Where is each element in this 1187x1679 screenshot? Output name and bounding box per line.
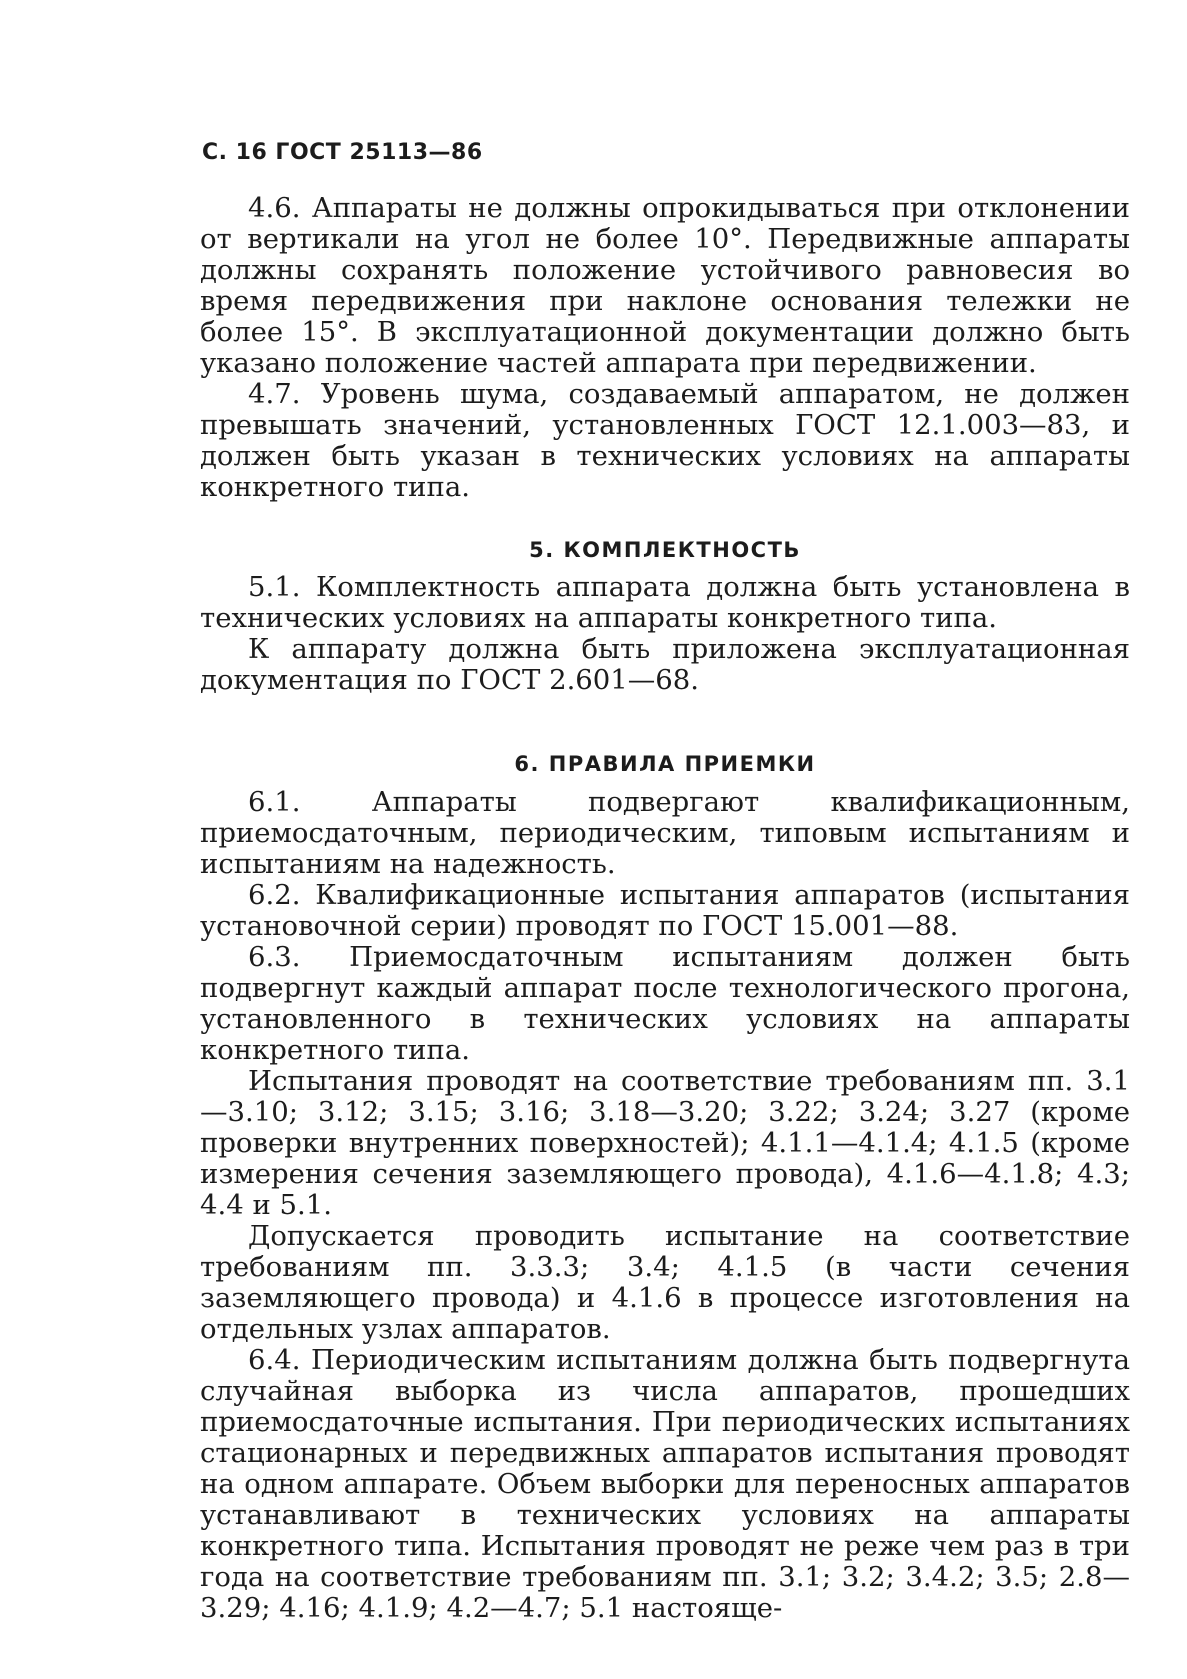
paragraph-6-4: 6.4. Периодическим испытаниям должна быть подвергнута случайная выборка из числа аппаратов, прошедших приемосдаточные испытания. При периодических испытаниях стационарных и передвижных аппаратов испытания проводят на одном аппарате. Объем выборки для переносных аппаратов устанавливают в технических условиях на аппараты конкретного типа. Испытания проводят не реже чем раз в три года на соответствие требованиям пп. 3.1; 3.2; 3.4.2; 3.5; 2.8—3.29; 4.16; 4.1.9; 4.2—4.7; 5.1 настояще- bbox=[200, 1344, 1130, 1624]
section-4-body bbox=[200, 193, 1130, 503]
paragraph-4-6: 4.6. Аппараты не должны опрокидываться при отклонении от вертикали на угол не более 10°. Передвижные аппараты должны сохранять положение устойчивого равновесия во время передвижения при наклоне основания тележки не более 15°. В эксплуатационной документации должно быть указано положение частей аппарата при передвижении. bbox=[200, 192, 1130, 379]
paragraph-6-3: 6.3. Приемосдаточным испытаниям должен быть подвергнут каждый аппарат после технологического прогона, установленного в технических условиях на аппараты конкретного типа. bbox=[200, 941, 1130, 1066]
paragraph-4-7: 4.7. Уровень шума, создаваемый аппаратом, не должен превышать значений, установленных ГОСТ 12.1.003—83, и должен быть указан в технических условиях на аппараты конкретного типа. bbox=[200, 378, 1130, 503]
paragraph-5-1: 5.1. Комплектность аппарата должна быть установлена в технических условиях на аппараты конкретного типа. bbox=[200, 571, 1130, 634]
section-6-title: 6. ПРАВИЛА ПРИЕМКИ bbox=[514, 752, 816, 776]
section-5-body bbox=[200, 572, 1130, 696]
section-6-body bbox=[200, 787, 1130, 1624]
paragraph-6-2: 6.2. Квалификационные испытания аппаратов (испытания установочной серии) проводят по ГОСТ 15.001—88. bbox=[200, 879, 1130, 942]
paragraph-6-3-tests: Испытания проводят на соответствие требованиям пп. 3.1—3.10; 3.12; 3.15; 3.16; 3.18—3.20; 3.22; 3.24; 3.27 (кроме проверки внутренних поверхностей); 4.1.1—4.1.4; 4.1.5 (кроме измерения сечения заземляющего провода), 4.1.6—4.1.8; 4.3; 4.4 и 5.1. bbox=[200, 1065, 1130, 1221]
paragraph-6-3-allowed: Допускается проводить испытание на соответствие требованиям пп. 3.3.3; 3.4; 4.1.5 (в части сечения заземляющего провода) и 4.1.6 в процессе изготовления на отдельных узлах аппаратов. bbox=[200, 1220, 1130, 1345]
page-header: С. 16 ГОСТ 25113—86 bbox=[202, 140, 483, 165]
paragraph-6-1: 6.1. Аппараты подвергают квалификационным, приемосдаточным, периодическим, типовым испытаниям и испытаниям на надежность. bbox=[200, 786, 1130, 880]
paragraph-5-1-docs: К аппарату должна быть приложена эксплуатационная документация по ГОСТ 2.601—68. bbox=[200, 633, 1130, 696]
section-5-title: 5. КОМПЛЕКТНОСТЬ bbox=[529, 538, 801, 562]
